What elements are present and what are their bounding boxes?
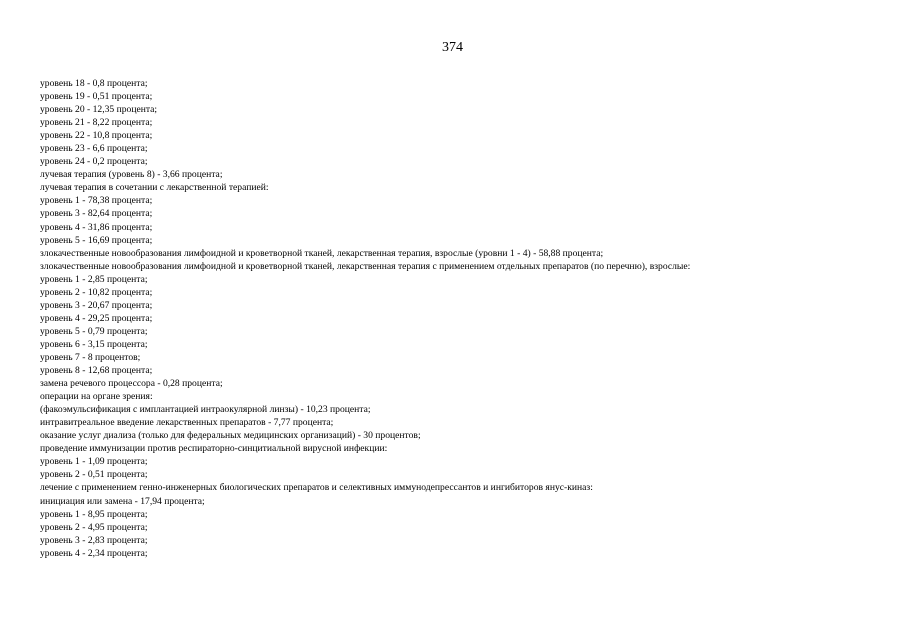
text-line: уровень 4 - 29,25 процента; bbox=[40, 312, 153, 324]
text-line: уровень 21 - 8,22 процента; bbox=[40, 117, 153, 129]
text-line: проведение иммунизации против респираторно-синцитиальной вирусной инфекции: bbox=[40, 443, 388, 455]
page-number: 374 bbox=[442, 40, 463, 55]
text-line: уровень 19 - 0,51 процента; bbox=[40, 91, 153, 103]
text-line: уровень 1 - 1,09 процента; bbox=[40, 456, 148, 468]
text-line: уровень 24 - 0,2 процента; bbox=[40, 156, 148, 168]
text-line: уровень 4 - 2,34 процента; bbox=[40, 547, 148, 559]
text-line: оказание услуг диализа (только для федеральных медицинских организаций) - 30 процентов; bbox=[40, 430, 421, 442]
text-line: лучевая терапия в сочетании с лекарственной терапией: bbox=[40, 182, 269, 194]
text-line: злокачественные новообразования лимфоидной и кроветворной тканей, лекарственная терапия, взрослые (уровни 1 - 4) - 58,88 процента; bbox=[40, 247, 604, 259]
text-line: уровень 6 - 3,15 процента; bbox=[40, 338, 148, 350]
text-line: лучевая терапия (уровень 8) - 3,66 процента; bbox=[40, 169, 223, 181]
text-line: уровень 3 - 2,83 процента; bbox=[40, 534, 148, 546]
text-line: операции на органе зрения: bbox=[40, 391, 153, 403]
text-line: уровень 1 - 8,95 процента; bbox=[40, 508, 148, 520]
text-line: инициация или замена - 17,94 процента; bbox=[40, 495, 205, 507]
text-line: уровень 2 - 4,95 процента; bbox=[40, 521, 148, 533]
text-line: злокачественные новообразования лимфоидной и кроветворной тканей, лекарственная терапия с применением отдельных препаратов (по перечню), взрослые: bbox=[40, 260, 691, 272]
text-line: замена речевого процессора - 0,28 процента; bbox=[40, 378, 223, 390]
text-line: уровень 4 - 31,86 процента; bbox=[40, 221, 153, 233]
text-line: уровень 3 - 20,67 процента; bbox=[40, 299, 153, 311]
text-line: уровень 18 - 0,8 процента; bbox=[40, 78, 148, 89]
text-line: уровень 2 - 0,51 процента; bbox=[40, 469, 148, 481]
text-line: уровень 2 - 10,82 процента; bbox=[40, 286, 153, 298]
document-body bbox=[40, 77, 890, 560]
text-line: уровень 23 - 6,6 процента; bbox=[40, 143, 148, 155]
text-line: (факоэмульсификация с имплантацией интраокулярной линзы) - 10,23 процента; bbox=[40, 404, 371, 416]
text-line: уровень 20 - 12,35 процента; bbox=[40, 104, 158, 116]
text-line: уровень 7 - 8 процентов; bbox=[40, 351, 141, 363]
text-line: интравитреальное введение лекарственных препаратов - 7,77 процента; bbox=[40, 417, 334, 429]
text-line: уровень 1 - 2,85 процента; bbox=[40, 273, 148, 285]
text-line: уровень 8 - 12,68 процента; bbox=[40, 365, 153, 377]
text-line: уровень 3 - 82,64 процента; bbox=[40, 208, 153, 220]
text-line: уровень 1 - 78,38 процента; bbox=[40, 195, 153, 207]
text-line: уровень 5 - 0,79 процента; bbox=[40, 325, 148, 337]
text-line: уровень 22 - 10,8 процента; bbox=[40, 130, 153, 142]
text-line: лечение с применением генно-инженерных биологических препаратов и селективных иммунодепрессантов и ингибиторов янус-киназ: bbox=[40, 482, 593, 494]
text-line: уровень 5 - 16,69 процента; bbox=[40, 234, 153, 246]
